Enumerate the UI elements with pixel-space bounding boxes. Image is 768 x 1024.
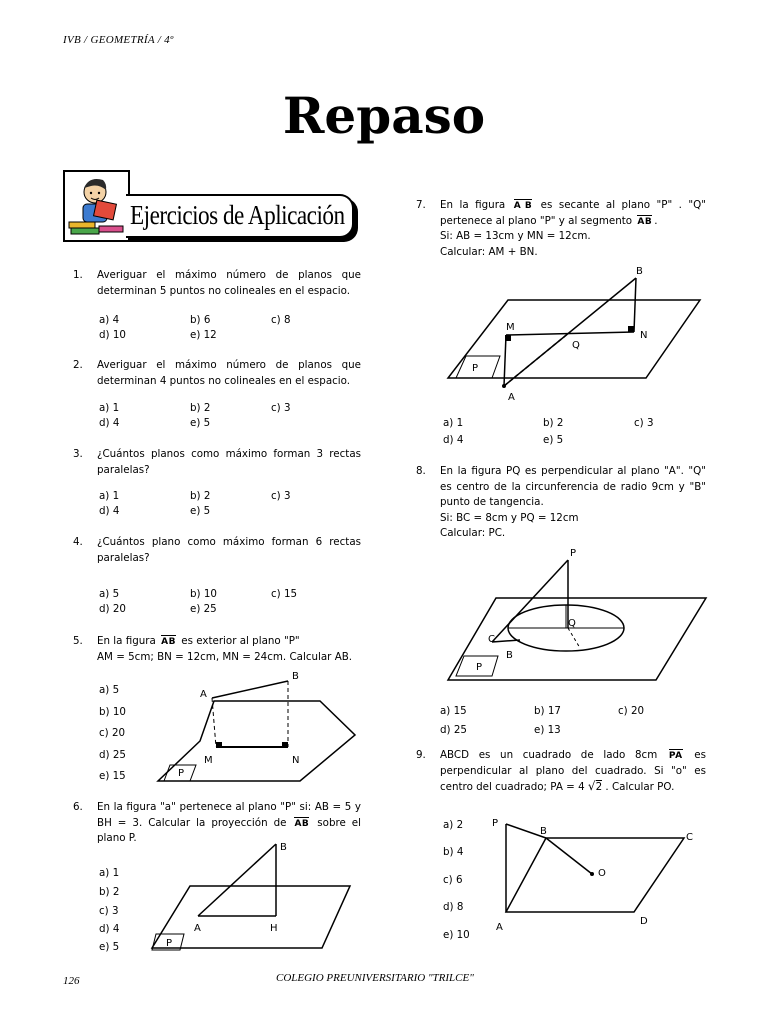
option-d: d) 4 <box>99 505 120 517</box>
question-text: Si: AB = 13cm y MN = 12cm. <box>440 230 591 242</box>
segment-bo <box>546 838 592 874</box>
option-e: e) 15 <box>99 770 126 782</box>
plane-polygon <box>158 701 355 781</box>
page-title: Repaso <box>282 86 486 145</box>
segment-label: AB <box>161 637 176 647</box>
option-d: d) 20 <box>99 603 126 615</box>
point-a <box>502 384 506 388</box>
option-c: c) 6 <box>443 874 463 886</box>
option-c: c) 15 <box>271 588 298 600</box>
question-text: es exterior al plano "P" <box>181 635 300 647</box>
option-d: d) 25 <box>99 749 126 761</box>
right-angle-mark <box>216 742 222 748</box>
radius-qb <box>568 628 580 648</box>
point-label-o: O <box>598 868 606 879</box>
question-number: 6. <box>73 801 83 813</box>
question-text: En la figura "a" pertenece al plano "P" si: AB = 5 y BH = 3. Calcular la proyección de <box>97 801 361 829</box>
question-text: En la figura PQ es perpendicular al plano "A". "Q" es centro de la circunferencia de radio 9cm y "B" punto de tangencia. <box>440 465 706 508</box>
question-text: Averiguar el máximo número de planos que determinan 5 puntos no colineales en el espacio. <box>97 269 361 297</box>
option-a: a) 5 <box>99 588 120 600</box>
point-label-n: N <box>292 755 300 766</box>
option-b: b) 17 <box>534 705 561 717</box>
option-a: a) 15 <box>440 705 467 717</box>
question-number: 5. <box>73 635 83 647</box>
option-d: d) 8 <box>443 901 464 913</box>
point-label-a: A <box>200 689 207 700</box>
segment-label: A B <box>513 201 533 211</box>
option-e: e) 5 <box>99 941 120 953</box>
point-label-a: A <box>194 923 201 934</box>
option-b: b) 10 <box>190 588 217 600</box>
page-number: 126 <box>63 975 80 987</box>
option-c: c) 8 <box>271 314 291 326</box>
option-d: d) 4 <box>443 434 464 446</box>
point-label-a: A <box>496 922 503 933</box>
point-label-c: C <box>488 634 495 645</box>
option-b: b) 6 <box>190 314 211 326</box>
option-b: b) 2 <box>190 402 211 414</box>
option-e: e) 10 <box>443 929 470 941</box>
question-number: 4. <box>73 536 83 548</box>
figure-q7 <box>446 262 706 404</box>
option-a: a) 1 <box>99 490 120 502</box>
plane-label-p: P <box>472 363 479 374</box>
option-c: c) 20 <box>99 727 126 739</box>
running-header: IVB / GEOMETRÍA / 4º <box>63 34 174 46</box>
question-text: ¿Cuántos planos como máximo forman 3 rectas paralelas? <box>97 448 361 476</box>
segment-cb <box>492 640 520 642</box>
option-d: d) 10 <box>99 329 126 341</box>
segment-label: AB <box>637 216 653 227</box>
point-label-c: C <box>686 832 693 843</box>
plane-polygon <box>152 886 350 948</box>
option-c: c) 3 <box>271 402 291 414</box>
question-text: . Calcular PO. <box>605 781 675 793</box>
option-d: d) 25 <box>440 724 467 736</box>
question-number: 1. <box>73 269 83 281</box>
option-d: d) 4 <box>99 417 120 429</box>
option-b: b) 2 <box>543 417 564 429</box>
question-text: En la figura <box>440 199 506 211</box>
right-angle-mark <box>628 326 634 332</box>
point-label-b: B <box>636 266 643 277</box>
figure-q6 <box>150 840 360 955</box>
option-c: c) 3 <box>271 490 291 502</box>
question-text: Si: BC = 8cm y PQ = 12cm <box>440 511 579 524</box>
option-c: c) 3 <box>99 905 119 917</box>
option-e: e) 5 <box>190 505 211 517</box>
question-text: Averiguar el máximo número de planos que determinan 4 puntos no colineales en el espacio. <box>97 359 361 387</box>
plane-polygon <box>448 598 706 680</box>
segment-label: AB <box>294 818 310 829</box>
banner-label: Ejercicios de Aplicación <box>130 200 345 230</box>
square-abcd <box>506 838 684 912</box>
option-a: a) 4 <box>99 314 120 326</box>
option-d: d) 4 <box>99 923 120 935</box>
point-label-h: H <box>270 923 278 934</box>
option-e: e) 25 <box>190 603 217 615</box>
segment-pc <box>492 560 568 642</box>
perpendicular-am <box>212 698 216 747</box>
segment-ab <box>198 844 276 916</box>
perpendicular-bn <box>634 278 636 332</box>
point-label-p: P <box>492 818 499 829</box>
plane-polygon <box>448 300 700 378</box>
right-angle-mark <box>505 335 511 341</box>
sqrt-radicand: 2 <box>595 781 603 793</box>
point-label-b: B <box>506 650 513 661</box>
option-a: a) 5 <box>99 684 120 696</box>
point-label-q: Q <box>568 618 576 629</box>
reading-child-illustration <box>63 170 130 242</box>
point-label-p: P <box>570 548 577 559</box>
question-number: 3. <box>73 448 83 460</box>
question-number: 8. <box>416 465 426 477</box>
question-number: 9. <box>416 749 426 761</box>
point-label-b: B <box>292 671 299 682</box>
option-b: b) 10 <box>99 706 126 718</box>
question-text: Calcular: AM + BN. <box>440 245 538 258</box>
plane-label-p: P <box>476 662 483 673</box>
point-label-q: Q <box>572 340 580 351</box>
footer-school: COLEGIO PREUNIVERSITARIO "TRILCE" <box>276 972 474 984</box>
option-b: b) 2 <box>190 490 211 502</box>
segment-label: PA <box>668 751 683 761</box>
figure-q5 <box>150 665 360 790</box>
point-label-b: B <box>540 826 547 837</box>
question-text: AM = 5cm; BN = 12cm, MN = 24cm. Calcular AB. <box>97 650 353 663</box>
figure-q8 <box>446 544 708 688</box>
option-e: e) 13 <box>534 724 561 736</box>
point-label-m: M <box>204 755 213 766</box>
option-b: b) 2 <box>99 886 120 898</box>
sqrt-symbol: √ <box>587 779 596 793</box>
question-number: 2. <box>73 359 83 371</box>
point-label-m: M <box>506 322 515 333</box>
question-text: Calcular: PC. <box>440 527 506 539</box>
option-c: c) 20 <box>618 705 645 717</box>
point-label-n: N <box>640 330 648 341</box>
question-text: ABCD es un cuadrado de lado 8cm <box>440 749 658 761</box>
segment-ab <box>212 681 288 698</box>
point-label-d: D <box>640 916 648 927</box>
point-label-b: B <box>280 842 287 853</box>
question-number: 7. <box>416 199 426 211</box>
question-text: es perpendicular al plano del cuadrado. Si "o" es centro del cuadrado; PA = 4 <box>440 749 706 793</box>
option-b: b) 4 <box>443 846 464 858</box>
option-a: a) 1 <box>99 867 120 879</box>
option-e: e) 12 <box>190 329 217 341</box>
question-text: ¿Cuántos plano como máximo forman 6 rectas paralelas? <box>97 536 361 564</box>
option-e: e) 5 <box>190 417 211 429</box>
right-angle-mark <box>282 742 288 748</box>
plane-label-p: P <box>178 768 185 779</box>
section-banner <box>63 170 359 242</box>
figure-q9 <box>488 812 698 942</box>
option-a: a) 2 <box>443 819 464 831</box>
question-text: sobre el plano P. <box>97 816 362 844</box>
question-text: es secante al plano "P" . "Q" pertenece al plano "P" y al segmento <box>440 199 706 227</box>
option-a: a) 1 <box>443 417 464 429</box>
option-a: a) 1 <box>99 402 120 414</box>
plane-label-p: P <box>166 938 173 949</box>
option-c: c) 3 <box>634 417 654 429</box>
banner-bar <box>126 194 354 238</box>
point-label-a: A <box>508 392 515 403</box>
point-o <box>590 872 594 876</box>
question-text: En la figura <box>97 635 156 647</box>
option-e: e) 5 <box>543 434 564 446</box>
